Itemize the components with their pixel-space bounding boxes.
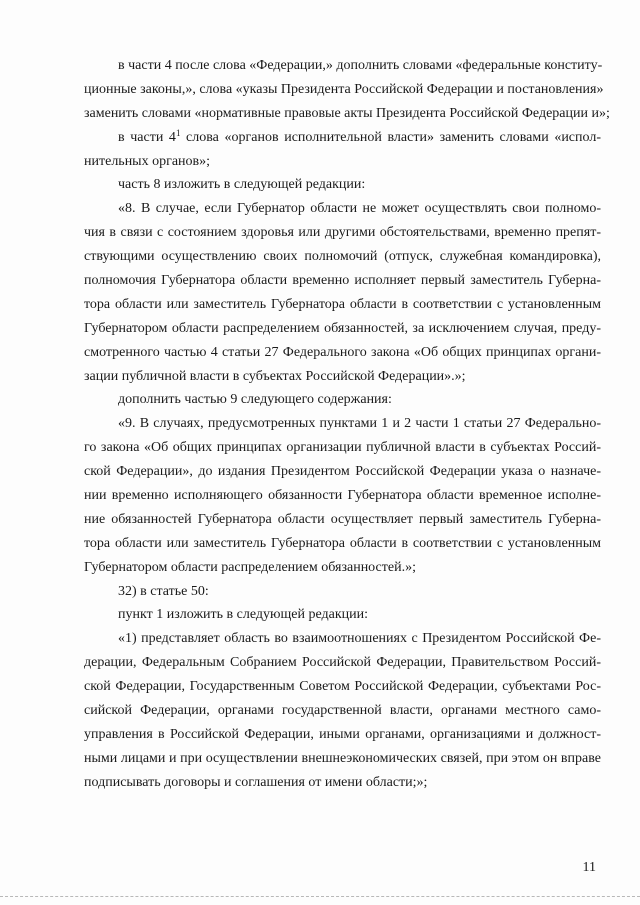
text-line: полномочия Губернатора области временно исполняет первый заместитель Губерна- xyxy=(84,273,601,289)
text-line: дополнить частью 9 следующего содержания: xyxy=(118,392,392,408)
paragraph-1 xyxy=(84,54,610,126)
paragraph-8 xyxy=(84,603,601,627)
text-line: 32) в статье 50: xyxy=(118,583,209,599)
text-line: тора области или заместитель Губернатора области в соответствии с установленным xyxy=(84,535,601,551)
document-body xyxy=(84,54,610,795)
text-fragment: в части 4 xyxy=(118,129,176,145)
text-fragment: слова «органов исполнительной власти» заменить словами «испол- xyxy=(180,129,601,145)
text-line: ционные законы,», слова «указы Президента Российской Федерации и постановления» xyxy=(84,81,604,97)
text-line: в части 4 после слова «Федерации,» дополнить словами «федеральные конститу- xyxy=(118,58,603,73)
text-line: сийской Федерации, органами государственной власти, органами местного само- xyxy=(84,703,601,719)
paragraph-2 xyxy=(84,126,601,174)
text-line: ными лицами и при осуществлении внешнеэкономических связей, при этом он вправе xyxy=(84,750,601,766)
text-line-with-superscript xyxy=(84,126,601,150)
text-line: тора области или заместитель Губернатора области в соответствии с установленным xyxy=(84,296,601,312)
text-line: управления в Российской Федерации, иными органами, организациями и должност- xyxy=(84,726,601,742)
bottom-divider xyxy=(0,896,640,897)
text-line: Губернатором области распределением обязанностей, за исключением случая, преду- xyxy=(84,320,601,336)
text-line: нии временно исполняющего обязанности Губернатора области временное исполне- xyxy=(84,488,601,504)
text-line: нительных органов»; xyxy=(84,153,211,169)
text-line: зации публичной власти в субъектах Российской Федерации».»; xyxy=(84,368,466,384)
superscript: 1 xyxy=(175,127,181,138)
paragraph-7 xyxy=(84,580,601,604)
text-line: часть 8 изложить в следующей редакции: xyxy=(118,177,366,193)
text-line: дерации, Федеральным Собранием Российской Федерации, Правительством Россий- xyxy=(84,655,601,671)
text-line: ской Федерации», до издания Президентом Российской Федерации указа о назначе- xyxy=(84,464,601,480)
text-line: Губернатором области распределением обязанностей.»; xyxy=(84,559,416,575)
text-line: подписывать договоры и соглашения от имени области;»; xyxy=(84,774,428,790)
text-line: го закона «Об общих принципах организации публичной власти в субъектах Россий- xyxy=(84,440,601,456)
text-line: «9. В случаях, предусмотренных пунктами 1 и 2 части 1 статьи 27 Федерально- xyxy=(118,416,601,432)
text-line: ние обязанностей Губернатора области осуществляет первый заместитель Губерна- xyxy=(84,511,601,527)
text-line: «8. В случае, если Губернатор области не может осуществлять свои полномо- xyxy=(118,201,601,217)
paragraph-5 xyxy=(84,388,601,412)
text-line: «1) представляет область во взаимоотношениях с Президентом Российской Фе- xyxy=(118,631,601,647)
text-line: пункт 1 изложить в следующей редакции: xyxy=(118,607,368,623)
text-line: заменить словами «нормативные правовые акты Президента Российской Федерации и»; xyxy=(84,105,610,121)
paragraph-6 xyxy=(84,412,601,579)
text-line: чия в связи с состоянием здоровья или другими обстоятельствами, временно препят- xyxy=(84,225,601,241)
text-line: ской Федерации, Государственным Советом Российской Федерации, субъектами Рос- xyxy=(84,679,601,695)
paragraph-9 xyxy=(84,627,601,794)
paragraph-4 xyxy=(84,197,601,388)
text-line: ствующими осуществлению своих полномочий (отпуск, служебная командировка), xyxy=(84,249,601,265)
page-number: 11 xyxy=(582,860,596,875)
text-line: смотренного частью 4 статьи 27 Федерального закона «Об общих принципах органи- xyxy=(84,344,601,360)
paragraph-3 xyxy=(84,173,601,197)
